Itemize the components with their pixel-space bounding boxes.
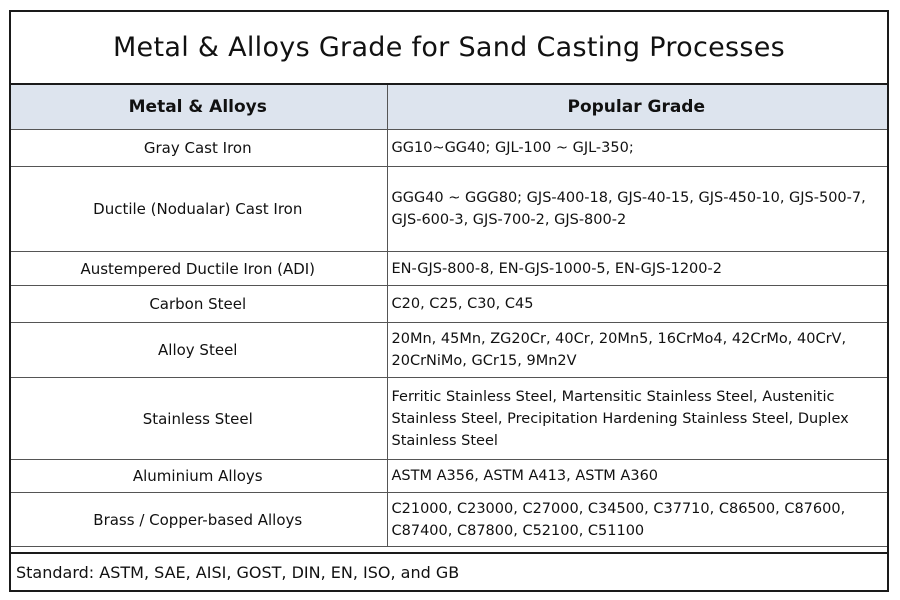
column-header-metal: Metal & Alloys bbox=[11, 85, 387, 130]
metal-cell: Ductile (Nodualar) Cast Iron bbox=[11, 167, 387, 252]
table-row bbox=[11, 167, 887, 252]
page-title: Metal & Alloys Grade for Sand Casting Processes bbox=[11, 12, 887, 85]
grade-cell: 20Mn, 45Mn, ZG20Cr, 40Cr, 20Mn5, 16CrMo4, 42CrMo, 40CrV, 20CrNiMo, GCr15, 9Mn2V bbox=[387, 323, 887, 378]
metal-cell: Alloy Steel bbox=[11, 323, 387, 378]
table-row bbox=[11, 493, 887, 547]
grade-cell: GG10~GG40; GJL-100 ~ GJL-350; bbox=[387, 130, 887, 167]
metal-cell: Gray Cast Iron bbox=[11, 130, 387, 167]
grade-cell: ASTM A356, ASTM A413, ASTM A360 bbox=[387, 460, 887, 493]
metal-cell: Aluminium Alloys bbox=[11, 460, 387, 493]
grade-cell: C20, C25, C30, C45 bbox=[387, 286, 887, 323]
table-header-row bbox=[11, 85, 887, 130]
table-row bbox=[11, 460, 887, 493]
metal-cell: Brass / Copper-based Alloys bbox=[11, 493, 387, 547]
table-row bbox=[11, 252, 887, 286]
metal-cell: Austempered Ductile Iron (ADI) bbox=[11, 252, 387, 286]
metal-cell: Carbon Steel bbox=[11, 286, 387, 323]
grade-cell: EN-GJS-800-8, EN-GJS-1000-5, EN-GJS-1200-2 bbox=[387, 252, 887, 286]
table-row bbox=[11, 378, 887, 460]
grade-cell: Ferritic Stainless Steel, Martensitic Stainless Steel, Austenitic Stainless Steel, Precipitation Hardening Stainless Steel, Duplex Stainless Steel bbox=[387, 378, 887, 460]
table-row bbox=[11, 323, 887, 378]
metal-cell: Stainless Steel bbox=[11, 378, 387, 460]
column-header-grade: Popular Grade bbox=[387, 85, 887, 130]
standards-footnote: Standard: ASTM, SAE, AISI, GOST, DIN, EN, ISO, and GB bbox=[11, 552, 887, 590]
grade-cell: C21000, C23000, C27000, C34500, C37710, C86500, C87600, C87400, C87800, C52100, C51100 bbox=[387, 493, 887, 547]
table-row bbox=[11, 130, 887, 167]
grade-sheet bbox=[9, 10, 889, 592]
grade-table bbox=[11, 85, 887, 547]
table-row bbox=[11, 286, 887, 323]
grade-cell: GGG40 ~ GGG80; GJS-400-18, GJS-40-15, GJS-450-10, GJS-500-7, GJS-600-3, GJS-700-2, GJS-800-2 bbox=[387, 167, 887, 252]
